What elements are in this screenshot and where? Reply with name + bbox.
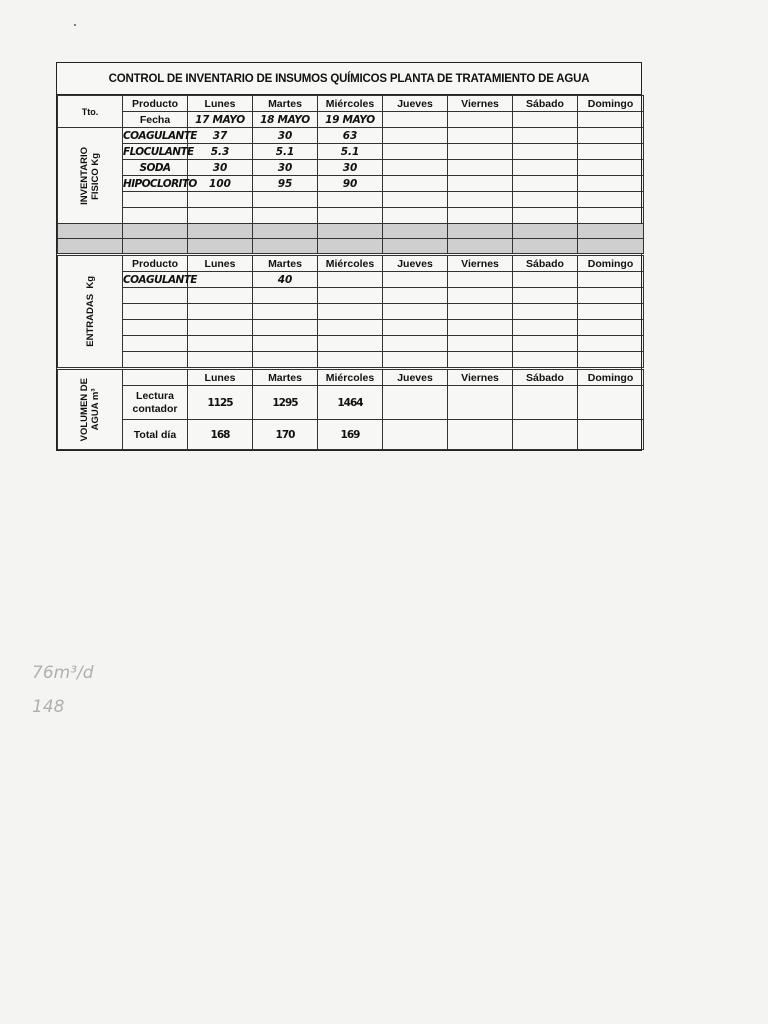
- entries-table: [57, 255, 644, 368]
- day-header: Martes: [253, 370, 318, 386]
- meter-reading-value: 1295: [253, 386, 318, 420]
- daily-total-value: 169: [318, 420, 383, 450]
- inventory-value: 5.1: [318, 144, 383, 160]
- day-header: Martes: [253, 256, 318, 272]
- day-header: Lunes: [188, 96, 253, 112]
- day-header: Jueves: [383, 370, 448, 386]
- meter-reading-label: [123, 386, 188, 420]
- side-label-line: INVENTARIO: [79, 146, 90, 205]
- empty-cell: [383, 112, 448, 128]
- product-header: Producto: [123, 96, 188, 112]
- scan-speck: [74, 24, 76, 26]
- day-header: Jueves: [383, 256, 448, 272]
- pencil-notes: [32, 656, 94, 724]
- inventory-value: 30: [253, 160, 318, 176]
- day-header: Domingo: [578, 256, 644, 272]
- empty-header: [123, 370, 188, 386]
- side-label-line: ENTRADAS: [84, 294, 96, 347]
- treatment-label: Tto.: [58, 96, 123, 128]
- inventory-value: 5.3: [188, 144, 253, 160]
- day-header: Jueves: [383, 96, 448, 112]
- meter-reading-label-line: contador: [132, 402, 178, 415]
- product-name: HIPOCLORITO: [123, 177, 197, 190]
- daily-total-value: 170: [253, 420, 318, 450]
- inventory-value: 63: [318, 128, 383, 144]
- pencil-note: 148: [32, 697, 65, 717]
- date-value: 19 MAYO: [318, 112, 383, 128]
- date-label: Fecha: [123, 112, 188, 128]
- side-label-line: VOLUMEN DE: [79, 377, 90, 442]
- day-header: Sábado: [513, 256, 578, 272]
- entry-value: 40: [253, 272, 318, 288]
- empty-cell: [448, 112, 513, 128]
- side-label-line: AGUA m³: [90, 388, 101, 431]
- date-value: 18 MAYO: [253, 112, 318, 128]
- inventory-sheet: [56, 62, 642, 451]
- day-header: Miércoles: [318, 370, 383, 386]
- inventory-value: 100: [188, 176, 253, 192]
- inventory-value: 90: [318, 176, 383, 192]
- inventory-table: [57, 95, 644, 254]
- inventory-value: 30: [318, 160, 383, 176]
- day-header: Viernes: [448, 96, 513, 112]
- entry-value: [188, 272, 253, 288]
- day-header: Martes: [253, 96, 318, 112]
- product-name: COAGULANTE: [123, 129, 197, 142]
- date-value: 17 MAYO: [188, 112, 253, 128]
- day-header: Sábado: [513, 96, 578, 112]
- day-header: Viernes: [448, 256, 513, 272]
- day-header: Miércoles: [318, 96, 383, 112]
- empty-cell: [513, 112, 578, 128]
- meter-reading-value: 1464: [318, 386, 383, 420]
- inventory-value: 37: [188, 128, 253, 144]
- side-label-line: FISICO Kg: [90, 152, 101, 199]
- entries-side-label: [58, 256, 123, 368]
- volume-side-label: [58, 370, 123, 450]
- meter-reading-label-line: Lectura: [136, 389, 174, 402]
- day-header: Domingo: [578, 370, 644, 386]
- inventory-value: 95: [253, 176, 318, 192]
- product-name: FLOCULANTE: [123, 145, 194, 158]
- product-header: Producto: [123, 256, 188, 272]
- inventory-value: 30: [253, 128, 318, 144]
- day-header: Lunes: [188, 370, 253, 386]
- side-label-line: Kg: [84, 276, 96, 289]
- product-name: SODA: [123, 160, 188, 176]
- product-name: COAGULANTE: [123, 273, 197, 286]
- day-header: Miércoles: [318, 256, 383, 272]
- daily-total-label: Total día: [123, 420, 188, 450]
- day-header: Sábado: [513, 370, 578, 386]
- water-volume-table: [57, 369, 644, 450]
- pencil-note: 76m³/d: [32, 663, 94, 683]
- entry-value: [318, 272, 383, 288]
- meter-reading-value: 1125: [188, 386, 253, 420]
- day-header: Domingo: [578, 96, 644, 112]
- day-header: Viernes: [448, 370, 513, 386]
- daily-total-value: 168: [188, 420, 253, 450]
- inventory-value: 30: [188, 160, 253, 176]
- inventory-side-label: [58, 128, 123, 224]
- empty-cell: [578, 112, 644, 128]
- sheet-title: CONTROL DE INVENTARIO DE INSUMOS QUÍMICOS PLANTA DE TRATAMIENTO DE AGUA: [57, 63, 641, 95]
- day-header: Lunes: [188, 256, 253, 272]
- inventory-value: 5.1: [253, 144, 318, 160]
